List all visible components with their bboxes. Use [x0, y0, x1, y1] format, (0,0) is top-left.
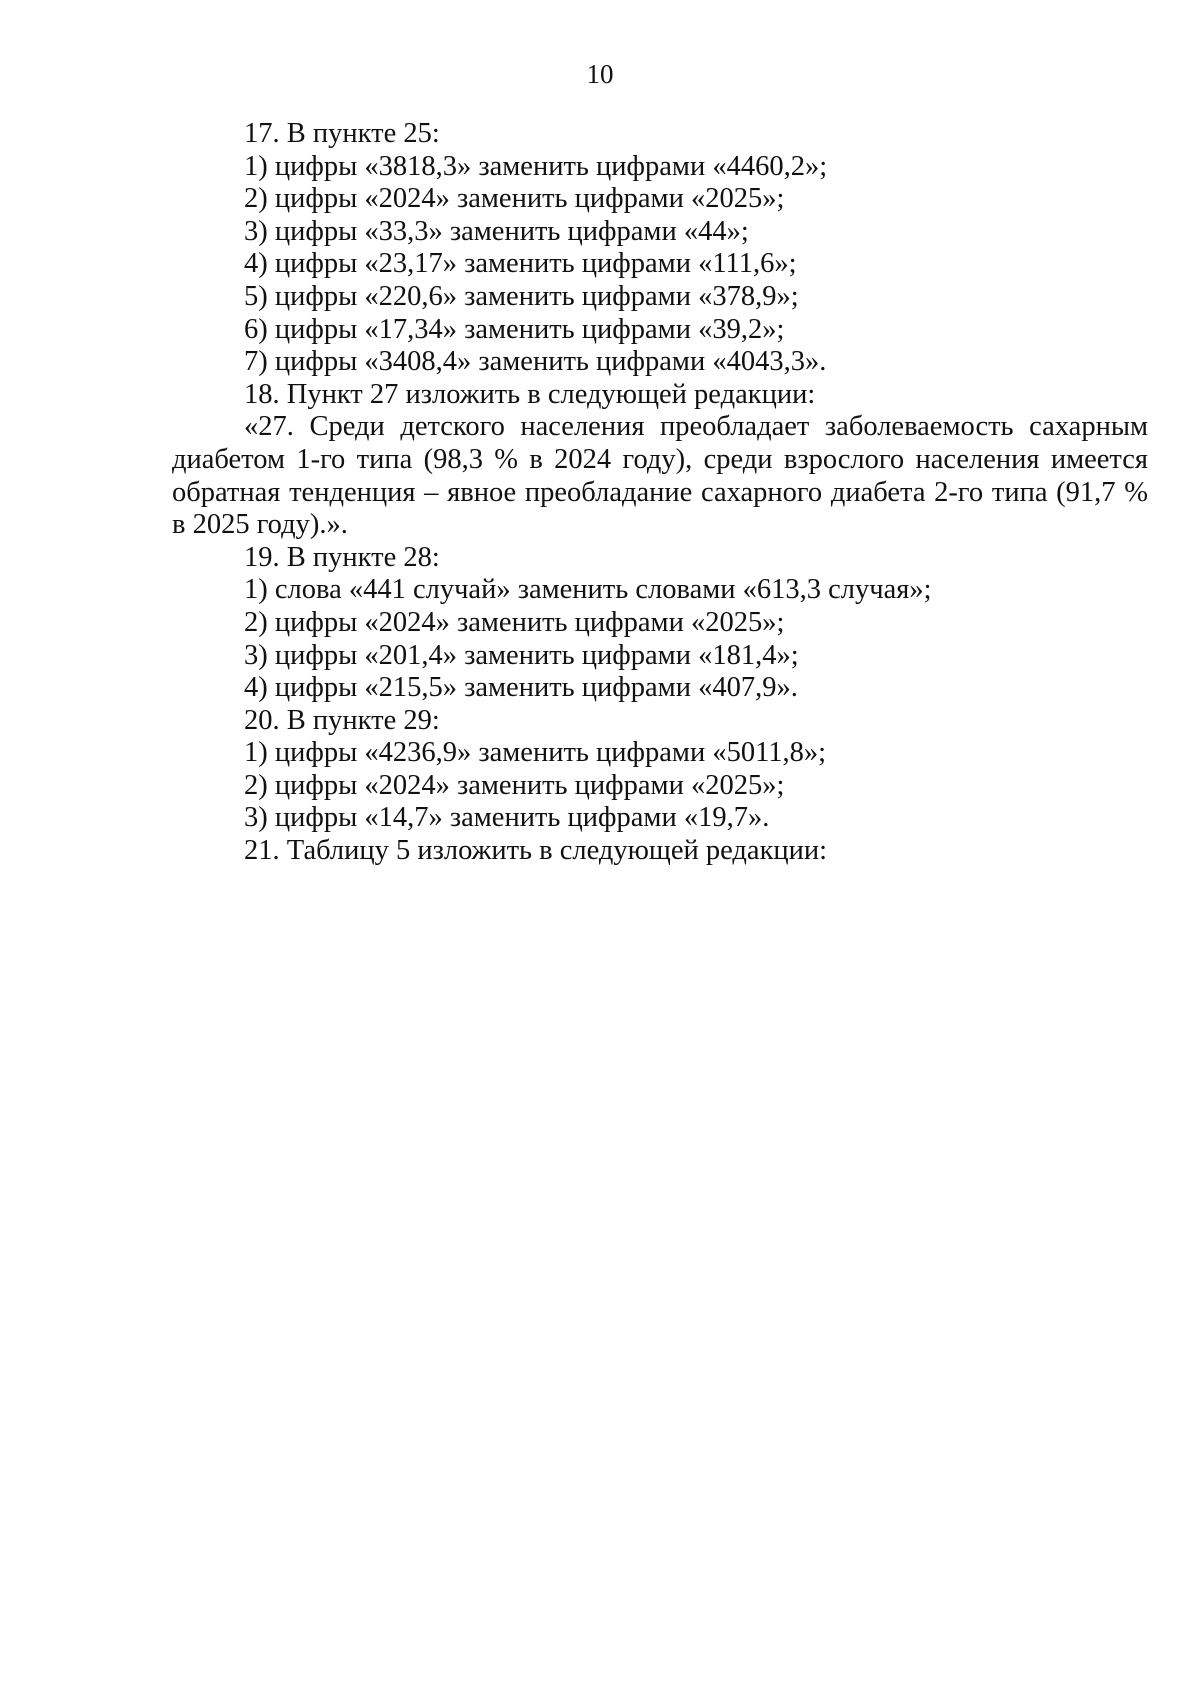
item-18-heading: 18. Пункт 27 изложить в следующей редакции:: [244, 378, 816, 410]
item-17-subitem-2: 2) цифры «2024» заменить цифрами «2025»;: [244, 183, 785, 215]
item-19-subitem-2: 2) цифры «2024» заменить цифрами «2025»;: [244, 606, 785, 638]
item-19-heading: 19. В пункте 28:: [244, 541, 440, 573]
item-18-quoted-paragraph: «27. Среди детского населения преобладает заболеваемость сахарным диабетом 1-го типа (98,3 % в 2024 году), среди взрослого населения имеется обратная тенденция – явное преобладание сахарного диабета 2-го типа (91,7 % в 2025 году).».: [172, 411, 1148, 541]
item-19-subitem-4: 4) цифры «215,5» заменить цифрами «407,9».: [244, 672, 798, 704]
item-17-subitem-6: 6) цифры «17,34» заменить цифрами «39,2»;: [244, 313, 785, 345]
item-19-subitem-1: 1) слова «441 случай» заменить словами «613,3 случая»;: [244, 574, 932, 606]
item-17-subitem-3: 3) цифры «33,3» заменить цифрами «44»;: [244, 215, 749, 247]
item-19-subitem-3: 3) цифры «201,4» заменить цифрами «181,4»;: [244, 639, 799, 671]
item-17-heading: 17. В пункте 25:: [244, 118, 440, 149]
item-20-heading: 20. В пункте 29:: [244, 704, 440, 736]
item-20-subitem-1: 1) цифры «4236,9» заменить цифрами «5011,8»;: [244, 737, 827, 769]
item-17-subitem-5: 5) цифры «220,6» заменить цифрами «378,9»;: [244, 280, 799, 312]
item-20-subitem-2: 2) цифры «2024» заменить цифрами «2025»;: [244, 769, 785, 801]
item-20-subitem-3: 3) цифры «14,7» заменить цифрами «19,7».: [244, 802, 770, 834]
item-17-subitem-4: 4) цифры «23,17» заменить цифрами «111,6»;: [244, 248, 797, 280]
page-number: 10: [586, 59, 614, 89]
document-body: [172, 118, 1148, 868]
item-21-heading: 21. Таблицу 5 изложить в следующей редакции:: [244, 835, 828, 867]
item-17-subitem-7: 7) цифры «3408,4» заменить цифрами «4043,3».: [244, 346, 827, 378]
item-17-subitem-1: 1) цифры «3818,3» заменить цифрами «4460,2»;: [244, 150, 828, 182]
